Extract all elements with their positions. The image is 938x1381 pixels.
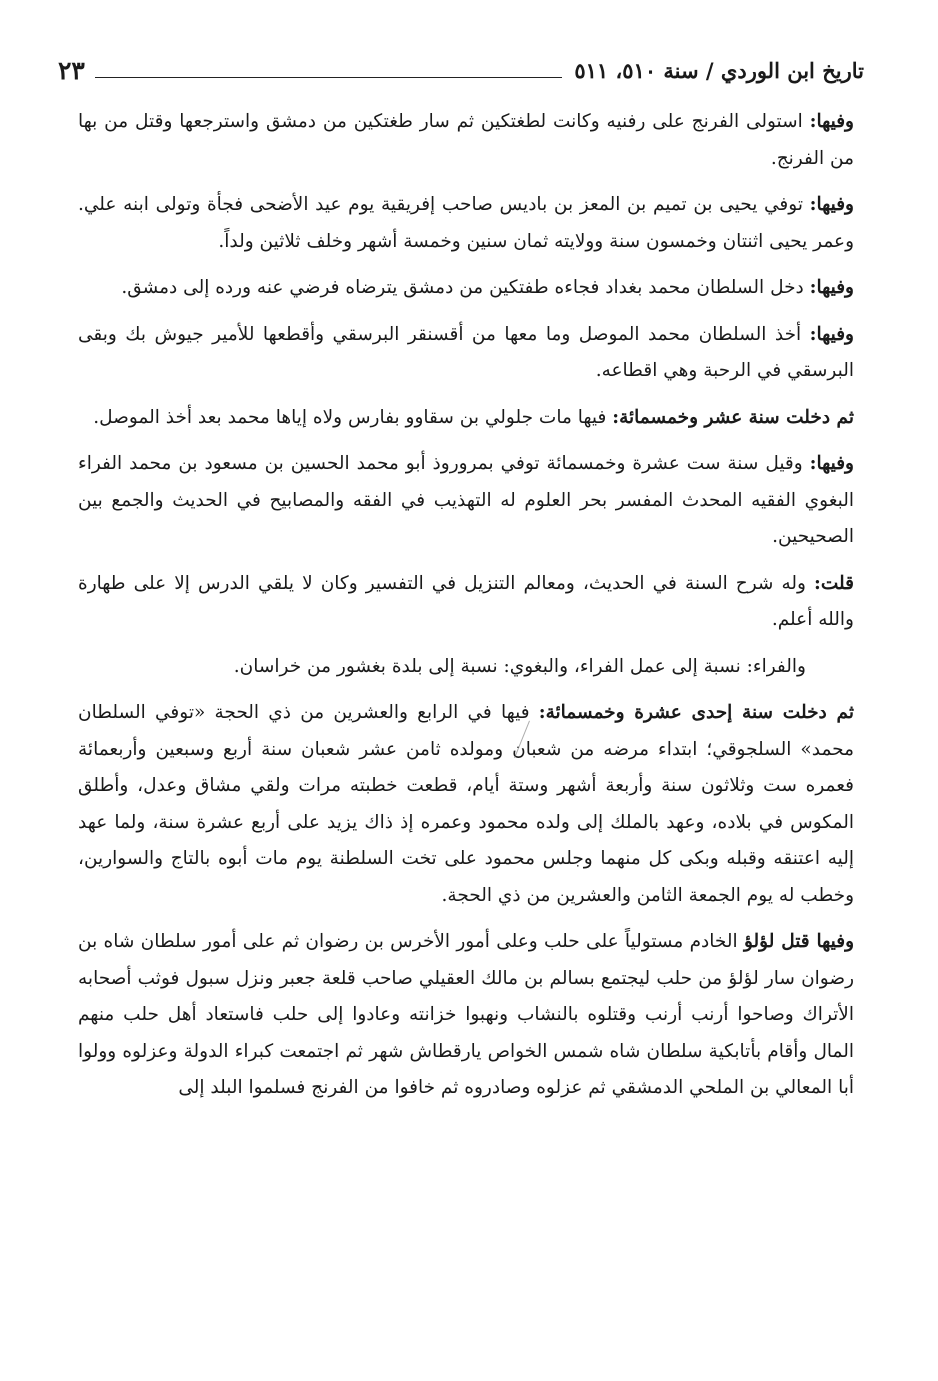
paragraph-text: والفراء: نسبة إلى عمل الفراء، والبغوي: نسبة إلى بلدة بغشور من خراسان. (233, 655, 806, 677)
paragraph-text: توفي يحيى بن تميم بن المعز بن باديس صاحب إفريقية يوم عيد الأضحى فجأة وتولى ابنه علي. وعمر يحيى اثنتان وخمسون سنة وولايته ثمان سنين وخمسة أشهر وخلف ثلاثين ولداً. (78, 194, 854, 252)
paragraph-lead: وفيها: (809, 111, 854, 132)
paragraph-text: الخادم مستولياً على حلب وعلى أمور الأخرس بن رضوان ثم على أمور سلطان شاه بن رضوان سار لؤلؤ من حلب ليجتمع بسالم بن مالك العقيلي صاحب قلعة جعبر ونزل سبول فوثب أصحابه الأتراك وصاحوا أرنب أرنب وقتلوه بالنشاب ونهبوا خزانته وعادوا إلى حلب فاستعاد أهل حلب منهم المال وأقام بأتابكية سلطان شاه شمس الخواص يارقطاش شهر ثم اجتمعت كبراء الدولة وعزلوه وولوا أبا المعالي بن الملحي الدمشقي ثم عزلوه وصادروه ثم خافوا من الفرنج فسلموا البلد إلى (78, 931, 854, 1098)
paragraph (78, 187, 854, 260)
paragraph-lead: وفيها قتل لؤلؤ (743, 931, 855, 952)
paragraph-lead: قلت: (814, 572, 854, 594)
paragraph-lead: وفيها: (809, 323, 854, 345)
paragraph-gloss (78, 649, 854, 686)
paragraph (78, 317, 854, 390)
paragraph-lead: ثم دخلت سنة عشر وخمسمائة: (612, 406, 854, 428)
paragraph (78, 566, 854, 639)
paragraph-text: وله شرح السنة في الحديث، ومعالم التنزيل في التفسير وكان لا يلقي الدرس إلا على طهارة والله أعلم. (78, 572, 854, 630)
paragraph-text: أخذ السلطان محمد الموصل وما معها من أقسنقر البرسقي وأقطعها للأمير جيوش بك وبقى البرسقي في الرحبة وهي اقطاعه. (78, 323, 854, 381)
paragraph-text: وقيل سنة ست عشرة وخمسمائة توفي بمروروذ أبو محمد الحسين بن مسعود بن محمد الفراء البغوي الفقيه المحدث المفسر بحر العلوم له التهذيب في الفقه والمصابيح في الحديث والجمع بين الصحيحين. (78, 453, 854, 547)
running-title: تاريخ ابن الوردي / سنة ٥١٠، ٥١١ (574, 58, 864, 83)
paragraph (78, 104, 854, 177)
paragraph-lead: وفيها: (809, 277, 854, 298)
paragraph-lead: ثم دخلت سنة إحدى عشرة وخمسمائة: (538, 702, 854, 723)
paragraph-text: استولى الفرنج على رفنيه وكانت لطغتكين ثم سار طغتكين من دمشق واسترجعها وقتل من بها من الفرنج. (78, 111, 854, 169)
paragraph-lead: وفيها: (809, 194, 854, 215)
paragraph-text: فيها في الرابع والعشرين من ذي الحجة «توفي السلطان محمد» السلجوقي؛ ابتداء مرضه من شعبان ومولده ثامن عشر شعبان سنة أربع وسبعين وأربعمائة فعمره ست وثلاثون سنة وأربعة أشهر وستة أيام، قطعت خطبته مرات ولقي مشاق وعدل، وأطلق المكوس في بلاده، وعهد بالملك إلى ولده محمود وعمره إذ ذاك يزيد على أربع عشرة سنة، ولما عهد إليه اعتنقه وقبله وبكى كل منهما وجلس محمود على تخت السلطنة يوم مات أبوه بالتاج والسوارين، وخطب له يوم الجمعة الثامن والعشرين من ذي الحجة. (78, 702, 854, 906)
header-rule (95, 77, 562, 78)
paragraph-lead: وفيها: (809, 453, 854, 474)
paragraph (78, 270, 854, 307)
paragraph-text: فيها مات جلولي بن سقاوو بفارس ولاه إياها محمد بعد أخذ الموصل. (93, 406, 613, 428)
page-number: ٢٣ (58, 56, 85, 85)
page-header (58, 46, 864, 86)
paragraph (78, 400, 854, 437)
paragraph-text: دخل السلطان محمد بغداد فجاءه طفتكين من دمشق يترضاه فرضي عنه ورده إلى دمشق. (121, 277, 810, 298)
paragraph (78, 924, 854, 1107)
paragraph (78, 695, 854, 914)
paragraph (78, 446, 854, 556)
body-text (78, 104, 854, 1117)
